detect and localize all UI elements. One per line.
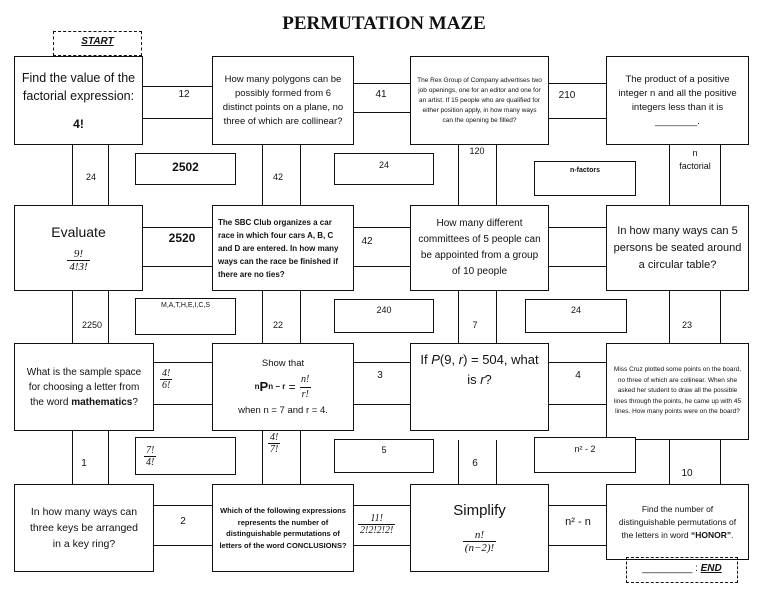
answer-box-n2-2: n² - 2 xyxy=(534,437,636,473)
cell-r3c3-line2: is r? xyxy=(467,372,492,387)
label-n: n xyxy=(692,148,698,158)
label-frac-4-6: $\frac{4!}{6!}$ xyxy=(162,368,171,391)
answer-box-240: 240 xyxy=(334,299,434,333)
cell-r2c1 xyxy=(14,205,143,291)
answer-box-5: 5 xyxy=(334,439,434,473)
cell-r2c4 xyxy=(606,205,749,291)
cell-r4c2-text: Which of the following expressions represents the number of distinguishable permutations of letters of the word CONCLUSIONS? xyxy=(219,506,347,550)
cell-r1c1-line1: Find the value of the xyxy=(21,70,136,85)
cell-r1c2-text: How many polygons can be possibly formed from 6 distinct points on a plane, no three of which are collinear? xyxy=(222,73,344,127)
label-factorial: factorial xyxy=(679,161,711,171)
label-2520: 2520 xyxy=(168,231,196,245)
label-23: 23 xyxy=(681,320,692,330)
cell-r1c1 xyxy=(14,56,143,145)
cell-r4c1 xyxy=(14,484,154,572)
page-title: PERMUTATION MAZE xyxy=(282,13,486,34)
cell-r2c4-text: In how many ways can 5 persons be seated around a circular table? xyxy=(613,224,742,271)
cell-r1c4-text: The product of a positive integer n and all the positive integers less than it is ________. xyxy=(618,73,737,127)
cell-r1c1-value: 4! xyxy=(73,116,84,131)
label-6: 6 xyxy=(472,458,478,469)
label-7: 7 xyxy=(472,320,478,330)
cell-r1c3-text: The Rex Group of Company advertises two job openings, one for an editor and one for an artist. If 15 people who are qualified for either position apply, in how many ways can the opening be filled? xyxy=(417,76,542,124)
cell-r2c1-fraction: $\frac{9!}{4!3!}$ xyxy=(69,247,88,273)
cell-r4c2 xyxy=(212,484,354,572)
cell-r3c2-cond: when n = 7 and r = 4. xyxy=(238,404,328,416)
label-2250: 2250 xyxy=(81,320,103,330)
cell-r4c3-title: Simplify xyxy=(453,502,506,519)
cell-r2c2-text: The SBC Club organizes a car race in which four cars A, B, C and D are entered. In how many ways can the race be finished if there are no ties? xyxy=(218,217,339,279)
answer-box-24b: 24 xyxy=(525,299,627,333)
cell-r2c2 xyxy=(212,205,354,291)
start-label: START xyxy=(81,36,114,47)
label-42: 42 xyxy=(272,172,283,182)
cell-r4c3-fraction: $\frac{n!}{(n-2)!}$ xyxy=(464,529,495,554)
label-120: 120 xyxy=(469,146,485,156)
cell-r3c4-text: Miss Cruz plotted some points on the board, no three of which are collinear. When she asked her student to draw all the possible lines through the points, he came up with 45 lines. How many points were on the board? xyxy=(613,366,742,416)
cell-r4c3 xyxy=(410,484,549,572)
cell-r3c3 xyxy=(410,343,549,431)
label-22: 22 xyxy=(272,320,283,330)
cell-r1c3 xyxy=(410,56,549,145)
cell-r4c4-text: Find the number of distinguishable permutations of the letters in word “HONOR”. xyxy=(618,503,737,540)
answer-box-24a: 24 xyxy=(334,153,434,185)
cell-r3c3-line1: If P(9, r) = 504, what xyxy=(420,352,539,367)
cell-r2c3 xyxy=(410,205,549,291)
cell-r1c4 xyxy=(606,56,749,145)
cell-r4c1-text: In how many ways can three keys be arranged in a key ring? xyxy=(30,506,138,550)
label-2: 2 xyxy=(180,516,186,527)
label-12: 12 xyxy=(178,89,190,100)
label-frac-4-7: $\frac{4!}{7!}$ xyxy=(270,432,279,455)
label-10: 10 xyxy=(681,468,693,479)
label-3: 3 xyxy=(377,370,383,381)
cell-r3c1-line3: the word mathematics? xyxy=(30,396,138,408)
label-n2-n: n² - n xyxy=(565,516,591,528)
answer-box-nfactors: n-factors xyxy=(534,161,636,196)
cell-r3c2-formula: n P n − r = $\frac{n!}{r!}$ xyxy=(254,373,310,400)
label-42b: 42 xyxy=(361,236,373,247)
cell-r4c4 xyxy=(606,484,749,560)
cell-r3c2-title: Show that xyxy=(261,357,305,369)
answer-box-math: M,A,T,H,E,I,C,S xyxy=(135,298,236,335)
end-label: _________ : END xyxy=(642,563,722,574)
cell-r2c1-title: Evaluate xyxy=(51,223,106,240)
label-41: 41 xyxy=(375,89,387,100)
cell-r3c1-line1: What is the sample space xyxy=(26,366,142,378)
label-1: 1 xyxy=(81,458,87,469)
cell-r2c3-text: How many different committees of 5 people can be appointed from a group of 10 people xyxy=(418,218,541,277)
label-24: 24 xyxy=(85,172,96,182)
label-210: 210 xyxy=(558,90,576,101)
cell-r3c4 xyxy=(606,343,749,440)
cell-r3c1-line2: for choosing a letter from xyxy=(28,381,140,393)
cell-r3c1 xyxy=(14,343,154,431)
label-frac-11: $\frac{11!}{2!2!2!2!}$ xyxy=(360,513,394,536)
cell-r1c1-line2: factorial expression: xyxy=(22,88,135,103)
answer-box-7-4: $\frac{7!}{4!}$ xyxy=(135,437,236,475)
cell-r1c2 xyxy=(212,56,354,145)
cell-r3c2 xyxy=(212,343,354,431)
label-4: 4 xyxy=(575,370,581,381)
answer-box-2502: 2502 xyxy=(135,153,236,185)
